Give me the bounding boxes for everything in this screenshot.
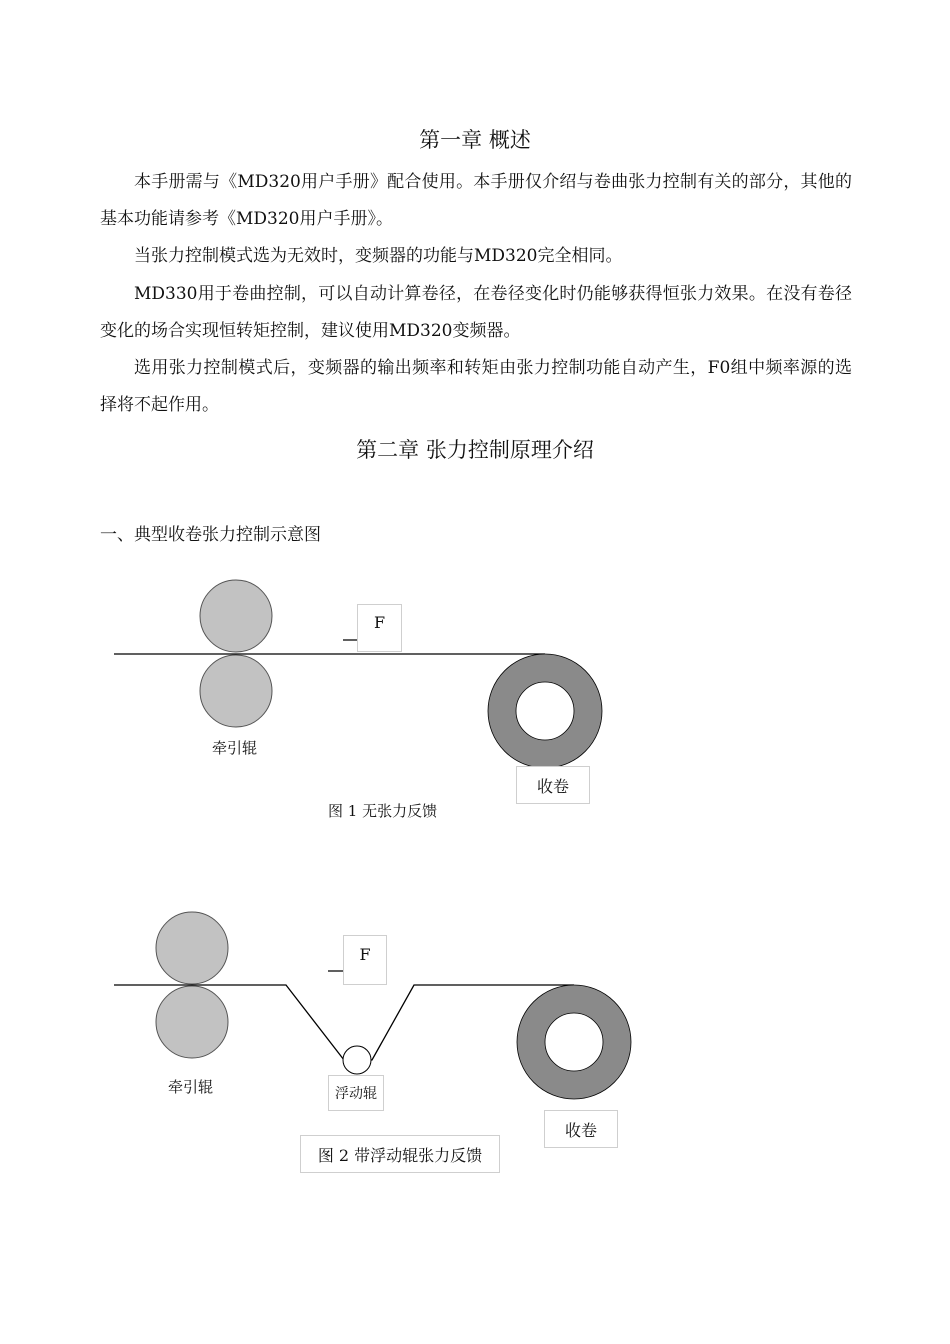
figure-1-winder-label: 收卷 [516, 766, 590, 804]
figure-2-winder-label: 收卷 [544, 1110, 618, 1148]
figure-2-pull-roller-label: 牵引辊 [168, 1078, 214, 1096]
chapter-1-title: 第一章 概述 [419, 128, 531, 152]
figure-2-dancer-label: 浮动辊 [328, 1075, 384, 1111]
figure-1-caption: 图 1 无张力反馈 [328, 802, 438, 820]
pull-roller-top [200, 580, 272, 652]
section-heading: 一、典型收卷张力控制示意图 [100, 525, 321, 545]
chapter-2-title: 第二章 张力控制原理介绍 [356, 438, 594, 462]
paragraph-3: MD330用于卷曲控制，可以自动计算卷径，在卷径变化时仍能够获得恒张力效果。在没有卷径变化的场合实现恒转矩控制，建议使用MD320变频器。 [100, 284, 852, 341]
paragraph-4: 选用张力控制模式后，变频器的输出频率和转矩由张力控制功能自动产生，F0组中频率源的选择将不起作用。 [100, 358, 852, 415]
figure-2-caption: 图 2 带浮动辊张力反馈 [300, 1135, 500, 1173]
paragraph-1: 本手册需与《MD320用户手册》配合使用。本手册仅介绍与卷曲张力控制有关的部分，其他的基本功能请参考《MD320用户手册》。 [100, 172, 852, 229]
paragraph-2: 当张力控制模式选为无效时，变频器的功能与MD320完全相同。 [134, 246, 623, 266]
figure-1-force-label: F [357, 604, 402, 652]
pull-roller-bottom [156, 986, 228, 1058]
pull-roller-top [156, 912, 228, 984]
dancer-roller [343, 1046, 371, 1074]
figure-1-pull-roller-label: 牵引辊 [212, 739, 258, 757]
figure-2-force-label: F [343, 935, 387, 985]
winder-reel [531, 999, 617, 1085]
winder-reel [502, 668, 588, 754]
pull-roller-bottom [200, 655, 272, 727]
